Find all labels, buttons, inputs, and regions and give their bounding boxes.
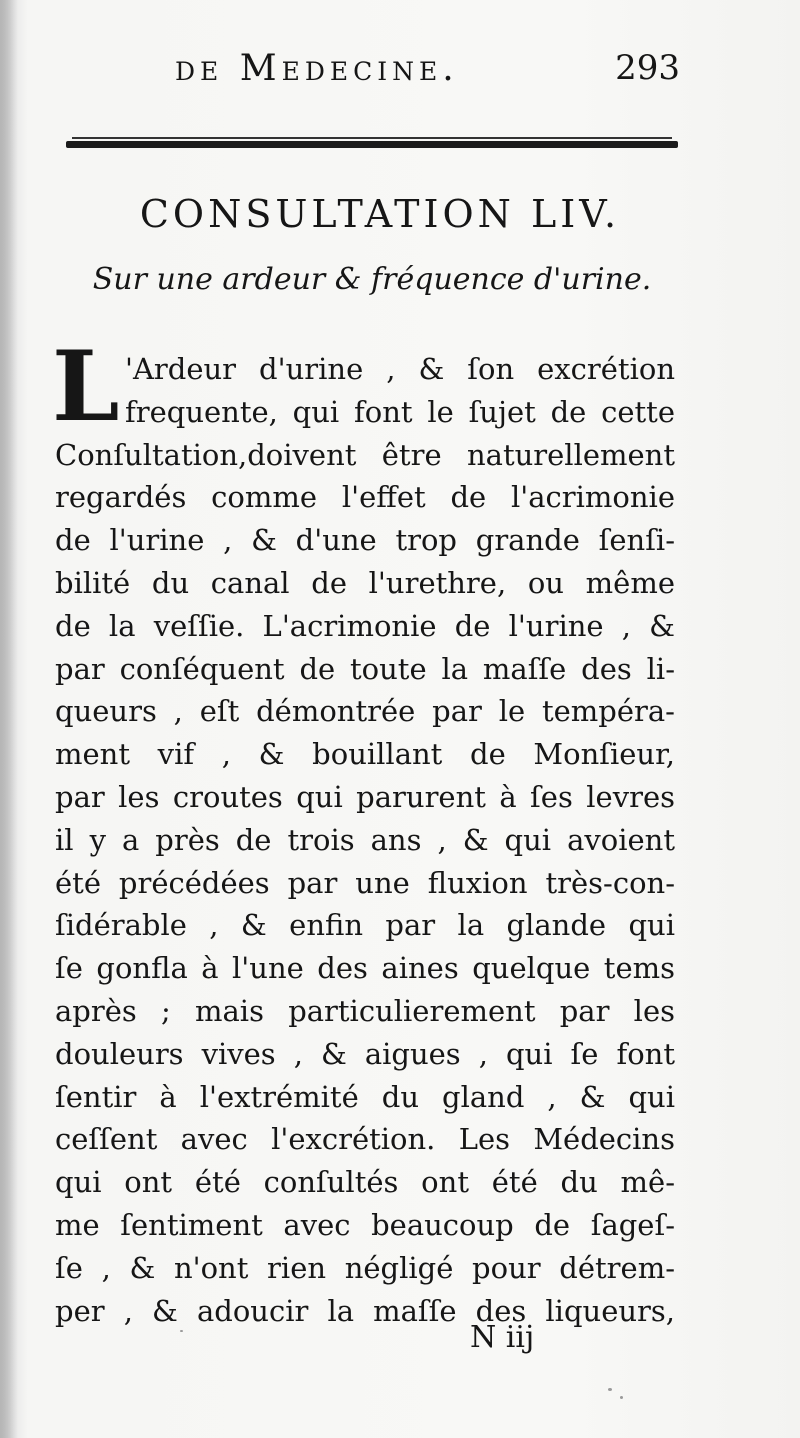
consultation-title: CONSULTATION LIV. — [139, 192, 621, 236]
body-text — [55, 348, 675, 1332]
text-line: frequente, qui font le ſujet de cette — [125, 394, 675, 429]
text-line: ment vif , & bouillant de Monſieur, — [55, 737, 675, 772]
text-line: ſe gonfla à l'une des aines quelque tems — [55, 951, 675, 986]
text-line: 'Ardeur d'urine , & ſon excrétion — [125, 352, 675, 386]
text-line: de la veſſie. L'acrimonie de l'urine , & — [55, 608, 675, 643]
text-line: de l'urine , & d'une trop grande ſenſi- — [55, 523, 675, 558]
text-line: par les croutes qui parurent à ſes levres — [55, 779, 675, 814]
text-line: après ; mais particulierement par les — [55, 993, 675, 1028]
drop-cap: L — [52, 330, 120, 443]
text-line: il y a près de trois ans , & qui avoient — [55, 822, 675, 857]
text-line: qui ont été conſultés ont été du mê- — [55, 1165, 675, 1200]
text-line: ſentir à l'extrémité du gland , & qui — [55, 1079, 675, 1114]
header-rule-thin — [72, 137, 672, 139]
header-rule — [66, 137, 678, 151]
text-line: par conſéquent de toute la maſſe des li- — [55, 651, 675, 686]
page-number: 293 — [615, 48, 680, 88]
paper-speck — [620, 1396, 623, 1399]
text-line: regardés comme l'effet de l'acrimonie — [55, 480, 675, 515]
text-line: ceſſent avec l'excrétion. Les Médecins — [55, 1122, 675, 1157]
text-line: queurs , eſt démontrée par le tempéra- — [55, 694, 675, 729]
text-line: douleurs vives , & aigues , qui ſe font — [55, 1036, 675, 1071]
paper-speck — [180, 1330, 183, 1332]
running-head: de Medecine. — [175, 48, 459, 89]
text-line: Conſultation,doivent être naturellement — [55, 437, 675, 472]
header-rule-thick — [66, 141, 678, 148]
text-line: ſe , & n'ont rien négligé pour détrem- — [55, 1250, 675, 1285]
text-line: bilité du canal de l'urethre, ou même — [55, 565, 675, 600]
text-line: ſidérable , & enfin par la glande qui — [55, 908, 675, 943]
paper-speck — [608, 1388, 612, 1391]
text-line: été précédées par une fluxion très-con- — [55, 865, 675, 900]
consultation-subtitle: Sur une ardeur & fréquence d'urine. — [92, 262, 652, 297]
page-header — [60, 48, 680, 98]
text-line: me ſentiment avec beaucoup de ſageſ- — [55, 1207, 675, 1242]
text-line: per , & adoucir la maſſe des liqueurs, — [55, 1293, 675, 1328]
signature-mark: N iij — [470, 1320, 535, 1355]
